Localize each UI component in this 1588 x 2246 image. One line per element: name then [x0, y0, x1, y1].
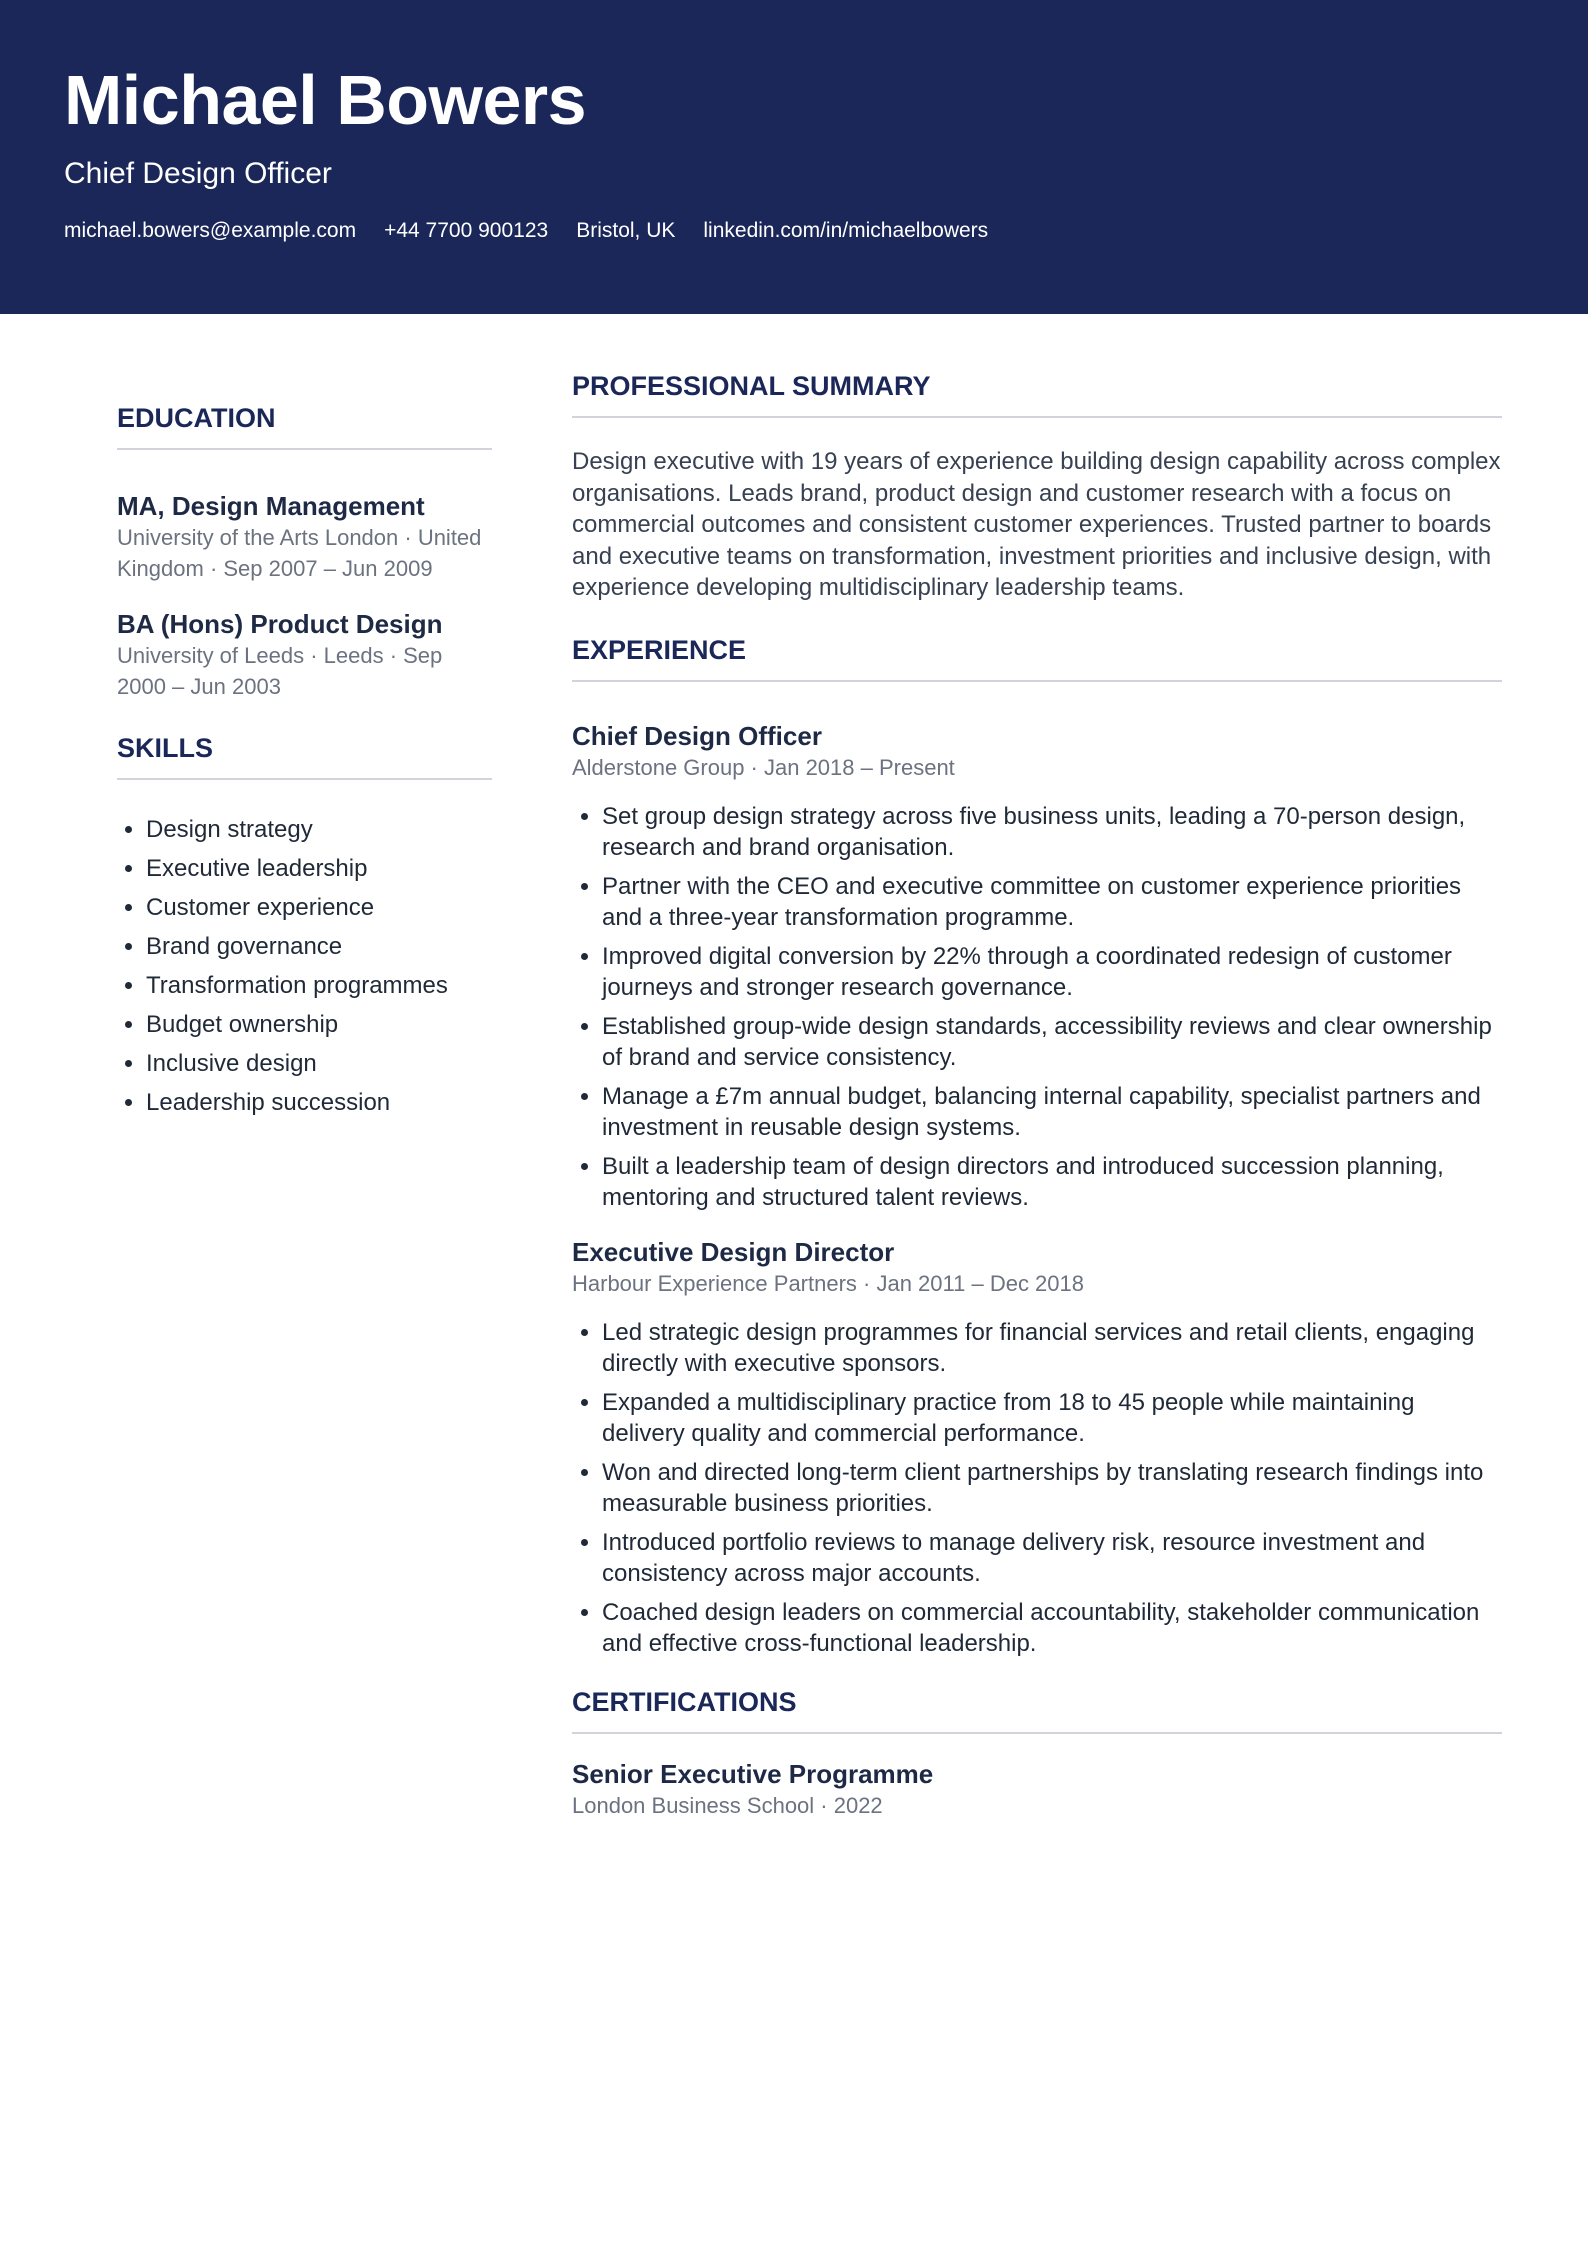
job-bullet: • Coached design leaders on commercial accountability, stakeholder communication and effective cross-functional leadership. — [602, 1597, 1502, 1660]
job-bullets — [572, 801, 1502, 1214]
education-section — [117, 400, 492, 702]
certification-name: Senior Executive Programme — [572, 1758, 934, 1789]
skill-item: • Leadership succession — [146, 1083, 492, 1122]
education-degree: MA, Design Management — [117, 491, 425, 521]
left-column — [117, 400, 492, 1122]
contact-location: Bristol, UK — [576, 219, 676, 242]
candidate-name: Michael Bowers — [64, 61, 587, 139]
skill-item: • Budget ownership — [146, 1005, 492, 1044]
experience-section — [572, 632, 1502, 1660]
job-bullet: • Manage a £7m annual budget, balancing internal capability, specialist partners and investment in reusable design systems. — [602, 1081, 1502, 1144]
certifications-section — [572, 1684, 1502, 1821]
job-meta: Alderstone Group · Jan 2018 – Present — [572, 754, 955, 780]
skill-item: • Design strategy — [146, 810, 492, 849]
skills-section — [117, 730, 492, 1122]
certification-meta: London Business School · 2022 — [572, 1792, 883, 1818]
skills-list — [117, 810, 492, 1122]
job-bullet: • Won and directed long-term client partnerships by translating research findings into measurable business priorities. — [602, 1457, 1502, 1520]
skill-item: • Customer experience — [146, 888, 492, 927]
education-meta: University of Leeds · Leeds · Sep 2000 – Jun 2003 — [117, 643, 443, 699]
job-bullet: • Led strategic design programmes for financial services and retail clients, engaging directly with executive sponsors. — [602, 1317, 1502, 1380]
contact-info — [64, 216, 988, 246]
job-entry — [572, 1236, 1502, 1660]
certification-item — [572, 1758, 1502, 1821]
summary-text: Design executive with 19 years of experience building design capability across complex organisations. Leads brand, product design and customer research with a focus on commercial outcomes and consistent customer experiences. Trusted partner to boards and executive teams on transformation, investment priorities and inclusive design, with experience developing multidisciplinary leadership teams. — [572, 448, 1501, 601]
job-title: Chief Design Officer — [572, 720, 822, 751]
job-bullet: • Built a leadership team of design directors and introduced succession planning, mentoring and structured talent reviews. — [602, 1151, 1502, 1214]
job-meta: Harbour Experience Partners · Jan 2011 – Dec 2018 — [572, 1270, 1084, 1296]
job-bullet: • Set group design strategy across five business units, leading a 70-person design, research and brand organisation. — [602, 801, 1502, 864]
skill-item: • Executive leadership — [146, 849, 492, 888]
contact-phone: +44 7700 900123 — [384, 219, 549, 242]
education-degree: BA (Hons) Product Design — [117, 609, 443, 639]
skills-heading: SKILLS — [117, 730, 492, 780]
education-meta: University of the Arts London · United Kingdom · Sep 2007 – Jun 2009 — [117, 525, 482, 581]
education-heading: EDUCATION — [117, 400, 492, 450]
job-bullet: • Established group-wide design standards, accessibility reviews and clear ownership of brand and service consistency. — [602, 1011, 1502, 1074]
education-item — [117, 490, 492, 584]
contact-email[interactable]: michael.bowers@example.com — [64, 219, 357, 242]
job-bullet: • Introduced portfolio reviews to manage delivery risk, resource investment and consistency across major accounts. — [602, 1527, 1502, 1590]
candidate-role: Chief Design Officer — [64, 157, 332, 190]
job-entry — [572, 720, 1502, 1214]
resume-header — [0, 0, 1588, 314]
summary-section — [572, 368, 1502, 604]
right-column — [572, 368, 1502, 1821]
education-item — [117, 608, 492, 702]
job-bullet: • Partner with the CEO and executive committee on customer experience priorities and a three-year transformation programme. — [602, 871, 1502, 934]
summary-heading: PROFESSIONAL SUMMARY — [572, 368, 1502, 418]
job-bullet: • Improved digital conversion by 22% through a coordinated redesign of customer journeys and stronger research governance. — [602, 941, 1502, 1004]
job-bullets — [572, 1317, 1502, 1660]
skill-item: • Transformation programmes — [146, 966, 492, 1005]
certifications-heading: CERTIFICATIONS — [572, 1684, 1502, 1734]
job-bullet: • Expanded a multidisciplinary practice from 18 to 45 people while maintaining delivery quality and commercial performance. — [602, 1387, 1502, 1450]
job-title: Executive Design Director — [572, 1236, 895, 1267]
contact-linkedin[interactable]: linkedin.com/in/michaelbowers — [703, 219, 989, 242]
skill-item: • Brand governance — [146, 927, 492, 966]
skill-item: • Inclusive design — [146, 1044, 492, 1083]
experience-heading: EXPERIENCE — [572, 632, 1502, 682]
